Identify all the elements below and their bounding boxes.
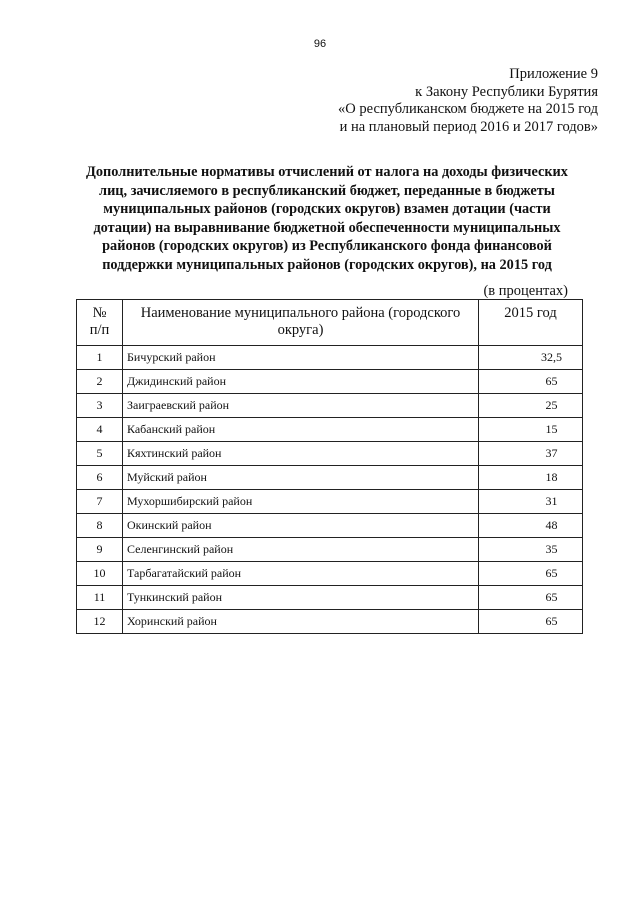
row-district-name: Окинский район — [123, 514, 479, 538]
row-value: 25 — [479, 394, 583, 418]
row-district-name: Заиграевский район — [123, 394, 479, 418]
row-value: 32,5 — [479, 346, 583, 370]
header-number-line1: № — [92, 305, 107, 321]
appendix-line: к Закону Республики Бурятия — [415, 83, 598, 100]
appendix-line: Приложение 9 — [509, 66, 598, 82]
row-number: 10 — [77, 562, 123, 586]
page-number: 96 — [313, 38, 327, 50]
title-line: дотации) на выравнивание бюджетной обеспеченности муниципальных — [93, 219, 561, 236]
table-row — [77, 586, 583, 610]
row-district-name: Бичурский район — [123, 346, 479, 370]
row-district-name: Кяхтинский район — [123, 442, 479, 466]
appendix-reference — [338, 66, 598, 136]
row-value: 48 — [479, 514, 583, 538]
row-number: 12 — [77, 610, 123, 634]
row-value: 15 — [479, 418, 583, 442]
row-number: 11 — [77, 586, 123, 610]
table-row — [77, 562, 583, 586]
row-value: 35 — [479, 538, 583, 562]
header-name-line1: Наименование муниципального района (городского — [140, 305, 461, 321]
table-row — [77, 514, 583, 538]
appendix-line: и на плановый период 2016 и 2017 годов» — [339, 118, 598, 135]
row-district-name: Селенгинский район — [123, 538, 479, 562]
row-number: 9 — [77, 538, 123, 562]
header-name-line2: округа) — [277, 322, 324, 338]
row-district-name: Джидинский район — [123, 370, 479, 394]
row-value: 37 — [479, 442, 583, 466]
row-number: 5 — [77, 442, 123, 466]
row-number: 4 — [77, 418, 123, 442]
row-district-name: Муйский район — [123, 466, 479, 490]
header-year-2015: 2015 год — [479, 300, 583, 346]
header-number — [77, 300, 123, 346]
appendix-line: «О республиканском бюджете на 2015 год — [338, 101, 598, 117]
row-number: 2 — [77, 370, 123, 394]
row-value: 65 — [479, 562, 583, 586]
row-district-name: Тарбагатайский район — [123, 562, 479, 586]
row-value: 18 — [479, 466, 583, 490]
row-value: 65 — [479, 610, 583, 634]
table-row — [77, 490, 583, 514]
table-row — [77, 370, 583, 394]
row-value: 31 — [479, 490, 583, 514]
title-line: районов (городских округов) из Республиканского фонда финансовой — [102, 238, 552, 254]
row-number: 6 — [77, 466, 123, 490]
row-district-name: Кабанский район — [123, 418, 479, 442]
table-row — [77, 610, 583, 634]
row-value: 65 — [479, 586, 583, 610]
row-number: 7 — [77, 490, 123, 514]
header-number-line2: п/п — [89, 322, 110, 338]
row-district-name: Тункинский район — [123, 586, 479, 610]
table-header-row — [77, 300, 583, 346]
row-district-name: Мухоршибирский район — [123, 490, 479, 514]
table-row — [77, 466, 583, 490]
normatives-table — [76, 299, 583, 634]
row-number: 8 — [77, 514, 123, 538]
title-line: муниципальных районов (городских округов) взамен дотации (части — [103, 201, 551, 217]
table-row — [77, 346, 583, 370]
title-line: поддержки муниципальных районов (городских округов), на 2015 год — [102, 256, 552, 273]
row-number: 1 — [77, 346, 123, 370]
row-district-name: Хоринский район — [123, 610, 479, 634]
title-line: Дополнительные нормативы отчислений от налога на доходы физических — [86, 164, 568, 180]
row-value: 65 — [479, 370, 583, 394]
units-note: (в процентах) — [483, 283, 568, 299]
header-district-name — [123, 300, 479, 346]
row-number: 3 — [77, 394, 123, 418]
document-title — [72, 163, 582, 274]
table-row — [77, 394, 583, 418]
table-row — [77, 538, 583, 562]
table-row — [77, 418, 583, 442]
title-line: лиц, зачисляемого в республиканский бюджет, переданные в бюджеты — [99, 182, 555, 199]
table-row — [77, 442, 583, 466]
